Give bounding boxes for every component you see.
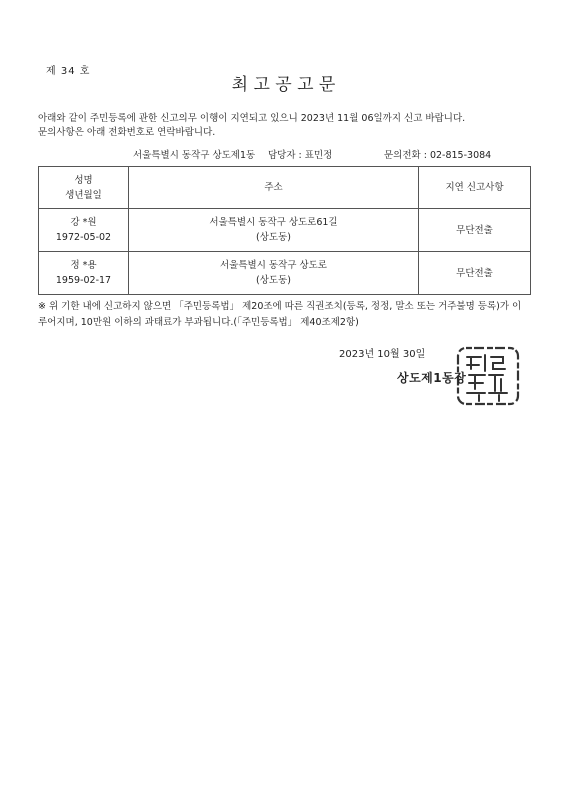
table-row [39,209,531,252]
issue-date: 2023년 10월 30일 [339,349,426,360]
cell-address [129,209,419,252]
row-name: 강 *원 [70,217,97,228]
penalty-notice-line-2: 루어지며, 10만원 이하의 과태료가 부과됩니다.(「주민등록법」 제40조제2항) [38,317,359,328]
contact-office: 서울특별시 동작구 상도제1동 [133,150,256,161]
header-name: 성명 [74,174,93,186]
header-late-report: 지연 신고사항 [419,167,531,209]
cell-name-birth [39,209,129,252]
cell-late-report: 무단전출 [419,252,531,295]
document-number: 제 34 호 [46,66,91,77]
notice-body-line-1: 아래와 같이 주민등록에 관한 신고의무 이행이 지연되고 있으니 2023년 11월 06일까지 신고 바랍니다. [38,113,466,124]
cell-name-birth [39,252,129,295]
records-table [38,166,531,295]
contact-manager: 담당자 : 표민정 [268,150,333,161]
contact-phone: 문의전화 : 02-815-3084 [384,150,492,161]
row-address-line-2: (상도동) [256,232,291,243]
table-row [39,252,531,295]
header-birth: 생년월일 [65,189,102,201]
header-address: 주소 [129,167,419,209]
table-header-row [39,167,531,209]
cell-late-report: 무단전출 [419,209,531,252]
row-birth: 1959-02-17 [55,275,112,286]
row-address-line-2: (상도동) [256,275,291,286]
row-birth: 1972-05-02 [55,232,112,243]
notice-body-line-2: 문의사항은 아래 전화번호로 연락바랍니다. [38,127,216,138]
row-address-line-1: 서울특별시 동작구 상도로61길 [209,217,338,228]
penalty-notice-line-1: ※ 위 기한 내에 신고하지 않으면 「주민등록법」 제20조에 따른 직권조치(등록, 정정, 말소 또는 거주불명 등록)가 이 [38,301,522,312]
cell-address [129,252,419,295]
row-address-line-1: 서울특별시 동작구 상도로 [220,260,327,271]
row-name: 정 *용 [70,260,97,271]
issuer-name: 상도제1동장 [397,371,467,385]
page-title: 최 고 공 고 문 [231,75,336,95]
header-name-birth [39,167,129,209]
